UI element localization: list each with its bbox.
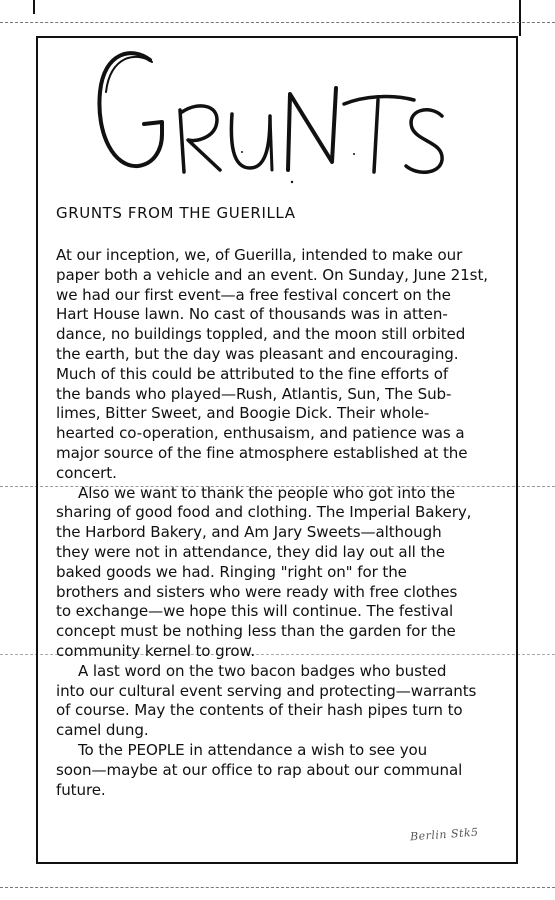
paragraph-1 xyxy=(56,246,522,484)
article-body xyxy=(56,246,522,800)
column-rule-right xyxy=(519,0,521,36)
text-line: baked goods we had. Ringing "right on" for the xyxy=(56,562,407,581)
paragraph-3 xyxy=(56,662,522,741)
text-line: camel dung. xyxy=(56,721,149,740)
text-line: Hart House lawn. No cast of thousands was in atten- xyxy=(56,305,448,324)
text-line: At our inception, we, of Guerilla, intended to make our xyxy=(56,246,463,264)
text-line: concert. xyxy=(56,463,117,482)
text-line: Much of this could be attributed to the fine efforts of xyxy=(56,364,449,383)
text-line: concept must be nothing less than the garden for the xyxy=(56,622,456,641)
text-line: the earth, but the day was pleasant and encouraging. xyxy=(56,344,459,363)
text-line: sharing of good food and clothing. The Imperial Bakery, xyxy=(56,503,472,522)
text-line: soon—maybe at our office to rap about our communal xyxy=(56,760,463,779)
handwritten-title-art xyxy=(92,42,452,192)
text-line: community kernel to grow. xyxy=(56,641,256,660)
text-line: the bands who played—Rush, Atlantis, Sun, The Sub- xyxy=(56,384,452,403)
text-line: major source of the fine atmosphere established at the xyxy=(56,443,468,462)
text-line: of course. May the contents of their hash pipes turn to xyxy=(56,701,463,720)
text-line: to exchange—we hope this will continue. The festival xyxy=(56,602,454,621)
author-signature: Berlin Stk5 xyxy=(409,825,479,844)
text-line: dance, no buildings toppled, and the moon still orbited xyxy=(56,325,466,344)
text-line: A last word on the two bacon badges who busted xyxy=(78,661,447,680)
text-line: To the PEOPLE in attendance a wish to see you xyxy=(78,740,428,759)
text-line: limes, Bitter Sweet, and Boogie Dick. Their whole- xyxy=(56,404,430,423)
text-line: hearted co-operation, enthusaism, and patience was a xyxy=(56,424,465,443)
text-line: the Harbord Bakery, and Am Jary Sweets—although xyxy=(56,523,442,542)
article-headline: GRUNTS FROM THE GUERILLA xyxy=(56,204,296,222)
fold-line-bottom xyxy=(0,887,555,888)
paragraph-4 xyxy=(56,741,522,800)
column-rule-left xyxy=(33,0,35,14)
text-line: into our cultural event serving and protecting—warrants xyxy=(56,681,477,700)
text-line: we had our first event—a free festival concert on the xyxy=(56,285,451,304)
page-top-rules xyxy=(0,0,555,30)
masthead-logo xyxy=(92,42,452,192)
text-line: brothers and sisters who were ready with free clothes xyxy=(56,582,458,601)
text-line: Also we want to thank the people who got into the xyxy=(78,483,456,502)
paragraph-2 xyxy=(56,484,522,662)
text-line: future. xyxy=(56,780,106,799)
text-line: paper both a vehicle and an event. On Sunday, June 21st, xyxy=(56,265,488,284)
text-line: they were not in attendance, they did lay out all the xyxy=(56,542,445,561)
fold-line-top xyxy=(0,22,555,23)
